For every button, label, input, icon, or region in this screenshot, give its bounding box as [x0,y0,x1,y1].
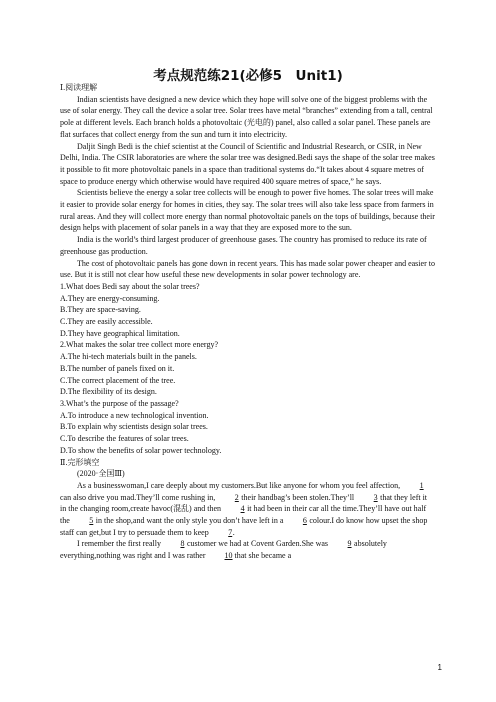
page-number: 1 [437,663,442,672]
answer-option: A.They are energy-consuming. [60,293,160,303]
cloze-text: that she became a [234,551,292,561]
page-title: 考点规范练21(必修5 Unit1) [153,68,343,84]
cloze-blank: 3 [373,492,378,502]
source-label: (2020·全国Ⅲ) [77,469,125,479]
cloze-text: can also drive you mad.They’ll come rushing in, [60,492,216,502]
cloze-blank: 2 [234,492,239,502]
reading-paragraph: Daljit Singh Bedi is the chief scientist at the Council of Scientific and Industrial Research, or CSIR, in New Delhi, India. The CSIR laboratories are where the solar tree was designed.Bedi says the shape of the solar tree makes it possible to fit more photovoltaic panels in a space than traditional systems do.“It takes about 4 square metres of space to produce energy which otherwise would have required 400 square metres of space,” he says. [60,141,435,186]
cloze-blank: 1 [419,480,424,490]
section-2-heading: Ⅱ.完形填空 [60,457,100,467]
cloze-paragraph [60,538,435,561]
cloze-text: it had been in their car all the time.They’ll have out half the [60,504,427,526]
cloze-blank: 10 [224,551,233,561]
answer-option: B.To explain why scientists design solar trees. [60,422,208,432]
answer-option: A.The hi-tech materials built in the panels. [60,352,197,362]
cloze-text: their handbag’s been stolen.They’ll [241,492,355,502]
cloze-text: . [232,527,235,537]
answer-option: C.To describe the features of solar trees. [60,434,189,444]
answer-option: D.To show the benefits of solar power technology. [60,445,222,455]
reading-paragraph: The cost of photovoltaic panels has gone down in recent years. This has made solar power cheaper and easier to use. But it is still not clear how useful these new developments in solar power technology are. [60,258,435,280]
reading-paragraph: Scientists believe the energy a solar tree collects will be enough to power five homes. The solar trees will make it easier to provide solar energy for homes in cities, they say. The solar trees will also take less space from farmers in rural areas. And they will collect more energy than normal photovoltaic panels on the tops of buildings, because their design helps with placement of solar panels in a way that they are exposed more to the sun. [60,188,435,233]
answer-option: A.To introduce a new technological invention. [60,410,209,420]
answer-option: C.The correct placement of the tree. [60,375,176,385]
cloze-text: colour.I do know how upset the shop staff can get,but I try to persuade them to keep [60,516,428,537]
answer-option: B.The number of panels fixed on it. [60,363,175,373]
cloze-paragraph [60,480,435,539]
answer-option: C.They are easily accessible. [60,317,153,327]
document-body [60,82,435,562]
cloze-blank: 5 [89,516,94,526]
cloze-blank: 8 [180,539,185,549]
cloze-text: customer we had at Covent Garden.She was [186,539,329,549]
cloze-blank: 6 [302,516,307,526]
cloze-text: in the shop,and want the only style you don’t have left in a [95,516,284,526]
question-stem: 3.What’s the purpose of the passage? [60,398,179,408]
section-1-heading: Ⅰ.阅读理解 [60,83,98,92]
cloze-blank: 9 [347,539,352,549]
question-stem: 1.What does Bedi say about the solar trees? [60,281,200,291]
cloze-blank: 4 [240,504,245,514]
cloze-text: that they left it in the changing room,create havoc(混乱) and then [60,492,428,514]
cloze-text: I remember the first really [77,539,161,549]
cloze-text: absolutely everything,nothing was right and I was rather [60,539,387,561]
answer-option: B.They are space-saving. [60,305,141,315]
reading-paragraph: Indian scientists have designed a new device which they hope will solve one of the biggest problems with the use of solar energy. They call the device a solar tree. Solar trees have metal “branches” extending from a tall, central pole at different levels. Each branch holds a photovoltaic (光电的) panel, also called a solar panel. These panels are flat surfaces that collect energy from the sun and turn it into electricity. [60,94,433,139]
answer-option: D.The flexibility of its design. [60,387,157,397]
question-stem: 2.What makes the solar tree collect more energy? [60,340,219,350]
cloze-blank: 7 [228,527,233,537]
answer-option: D.They have geographical limitation. [60,328,180,338]
cloze-text: As a businesswoman,I care deeply about my customers.But like anyone for whom you feel affection, [77,480,401,490]
reading-paragraph: India is the world’s third largest producer of greenhouse gases. The country has promised to reduce its rate of greenhouse gas production. [60,235,427,256]
